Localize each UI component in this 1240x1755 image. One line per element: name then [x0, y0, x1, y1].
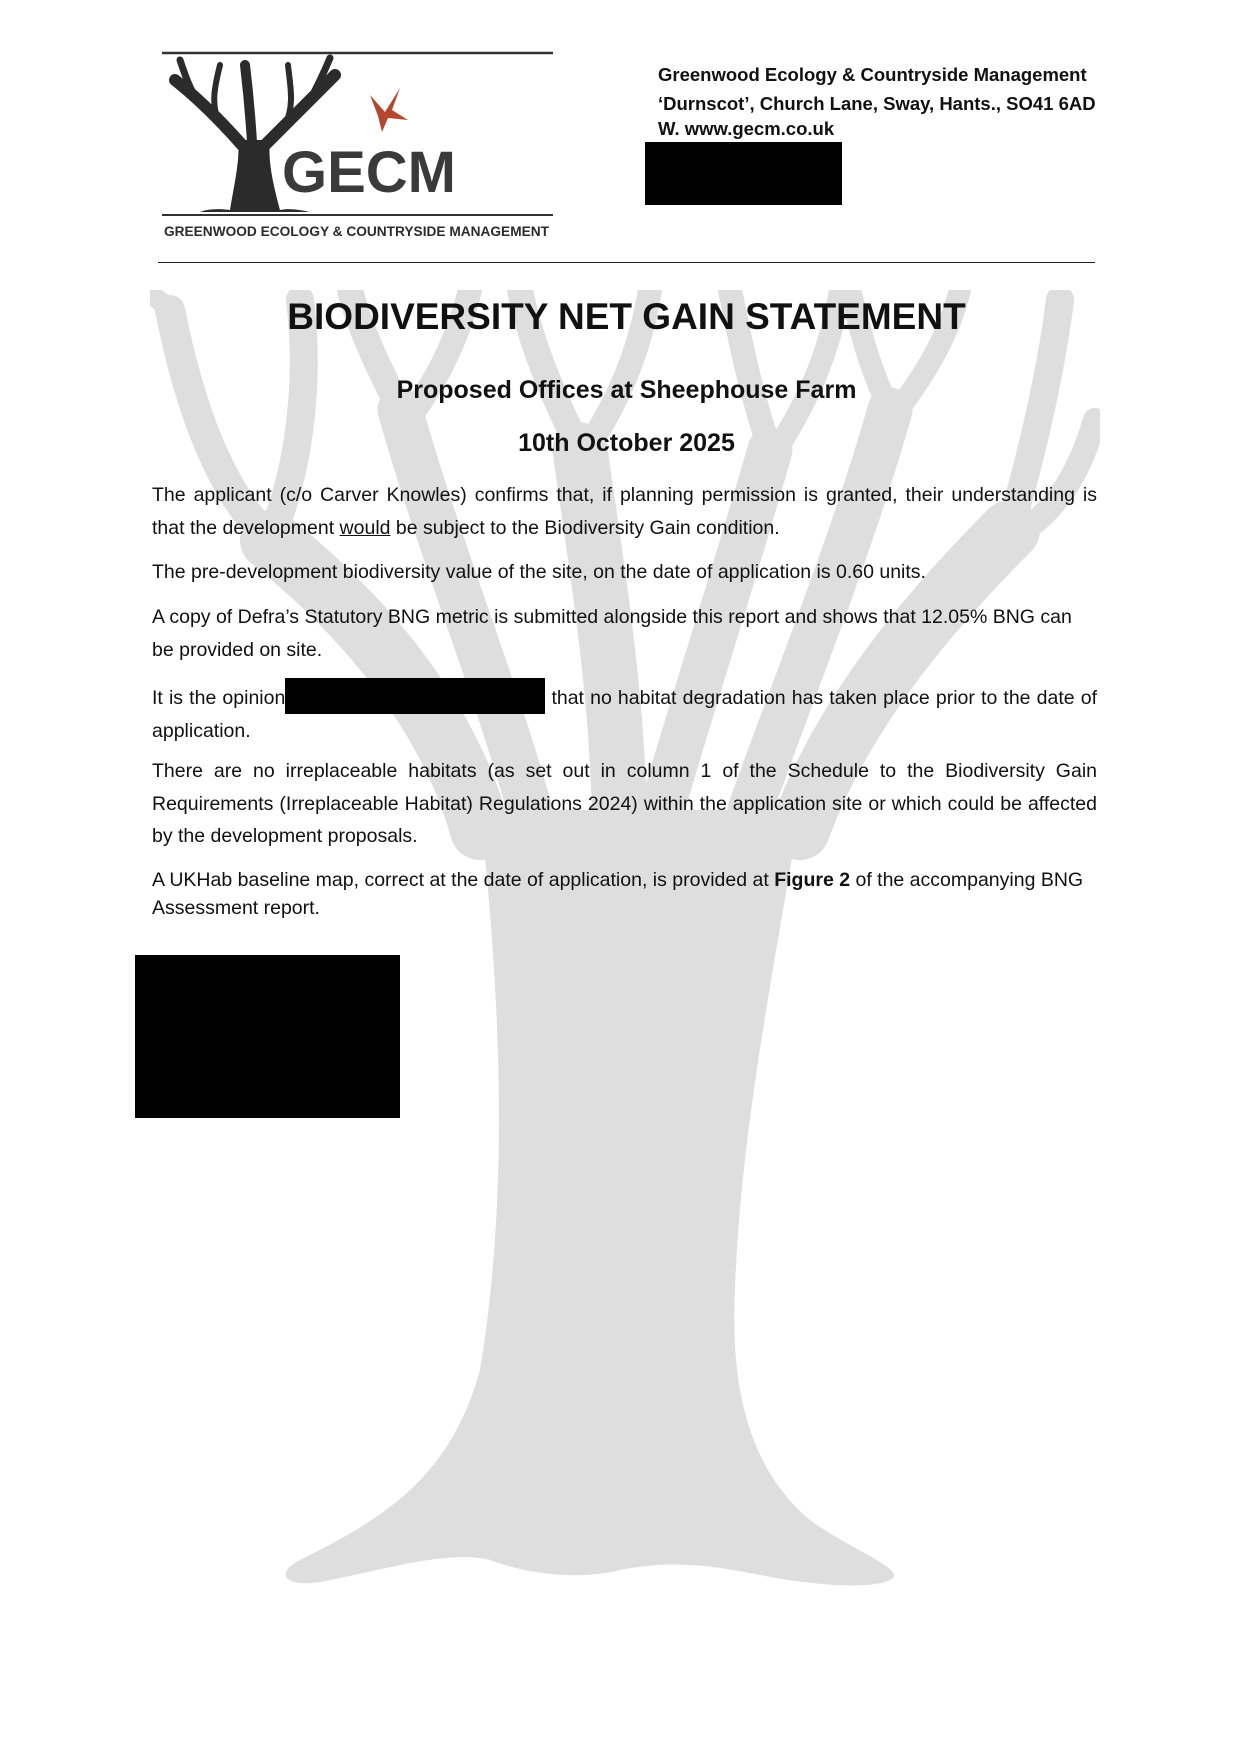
header-divider	[158, 262, 1095, 263]
p1-text-end: be subject to the Biodiversity Gain condition.	[390, 516, 780, 539]
paragraph-baseline-map	[152, 866, 1097, 922]
redaction-signature	[135, 955, 400, 1118]
company-logo	[160, 50, 555, 240]
paragraph-irreplaceable-habitats: There are no irreplaceable habitats (as set out in column 1 of the Schedule to the Biodiversity Gain Requirements (Irreplaceable Habitat) Regulations 2024) within the application site or which could be affected by the development proposals.	[152, 760, 1097, 847]
document-subtitle: Proposed Offices at Sheephouse Farm	[396, 376, 857, 404]
logo-wordmark: GECM	[282, 140, 456, 205]
p6-text-end: of the accompanying BNG Assessment report.	[152, 869, 1084, 919]
logo-tagline: GREENWOOD ECOLOGY & COUNTRYSIDE MANAGEMENT	[164, 224, 550, 239]
company-address-block	[658, 60, 1096, 140]
redaction-contact	[645, 142, 842, 205]
p4-text-start: It is the opinion	[152, 687, 286, 709]
document-title: BIODIVERSITY NET GAIN STATEMENT	[287, 296, 966, 337]
paragraph-opinion	[152, 678, 1097, 747]
paragraph-metric: A copy of Defra’s Statutory BNG metric is submitted alongside this report and shows that 12.05% BNG can be provided on site.	[152, 606, 1072, 661]
p1-text-start: The applicant (c/o Carver Knowles) confirms that, if planning permission is granted, their understanding is that the development	[152, 484, 1097, 539]
company-address: ‘Durnscot’, Church Lane, Sway, Hants., SO41 6AD	[658, 93, 1096, 114]
company-name: Greenwood Ecology & Countryside Management	[658, 64, 1087, 85]
document-date: 10th October 2025	[518, 429, 735, 457]
p4-text-end: that no habitat degradation has taken place prior to the date of application.	[152, 687, 1097, 742]
p6-text-start: A UKHab baseline map, correct at the date of application, is provided at	[152, 869, 775, 891]
bird-icon	[370, 88, 408, 132]
p1-emphasis: would	[339, 516, 391, 539]
company-website: W. www.gecm.co.uk	[658, 118, 835, 139]
paragraph-baseline-value: The pre-development biodiversity value of the site, on the date of application is 0.60 units.	[152, 561, 926, 583]
logo-graphic	[160, 50, 555, 240]
redaction-name	[285, 678, 545, 714]
paragraph-condition	[152, 479, 1097, 544]
p6-figure-ref: Figure 2	[774, 869, 851, 891]
